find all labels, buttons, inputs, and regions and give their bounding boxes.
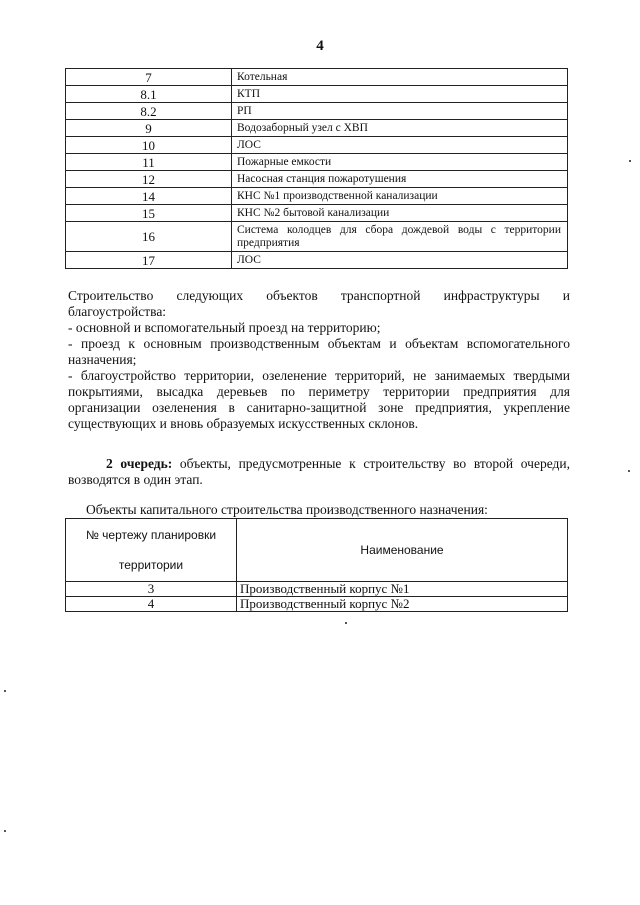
table-row xyxy=(66,103,568,120)
object-number: 9 xyxy=(66,120,232,137)
object-name: Котельная xyxy=(232,69,568,86)
scan-speck xyxy=(4,690,6,692)
object-name: РП xyxy=(232,103,568,120)
second-queue-paragraph xyxy=(68,456,570,488)
intro-line-continued: благоустройства: xyxy=(68,304,167,319)
intro-line: Строительство следующих объектов транспортной инфраструктуры и xyxy=(68,288,570,303)
object-name: КТП xyxy=(232,86,568,103)
object-number: 16 xyxy=(66,222,232,252)
object-name: Пожарные емкости xyxy=(232,154,568,171)
scan-speck xyxy=(4,830,6,832)
table-header-row xyxy=(66,519,568,582)
table-row xyxy=(66,171,568,188)
table-row xyxy=(66,252,568,269)
table-row xyxy=(66,582,568,597)
object-number: 8.1 xyxy=(66,86,232,103)
table-row xyxy=(66,86,568,103)
object-name: ЛОС xyxy=(232,137,568,154)
second-queue-label: 2 очередь: xyxy=(106,456,173,471)
object-number: 8.2 xyxy=(66,103,232,120)
scan-speck xyxy=(628,470,630,472)
scan-speck xyxy=(629,160,631,162)
object-number: 12 xyxy=(66,171,232,188)
header-name: Наименование xyxy=(237,519,568,582)
header-drawing-number: № чертежу планировки территории xyxy=(66,519,237,582)
object-number: 7 xyxy=(66,69,232,86)
table-row xyxy=(66,597,568,612)
object-number: 10 xyxy=(66,137,232,154)
table-row xyxy=(66,120,568,137)
object-name: Система колодцев для сбора дождевой воды с территории предприятия xyxy=(232,222,568,252)
object-name: Производственный корпус №2 xyxy=(237,597,568,612)
scan-speck xyxy=(345,622,347,624)
second-queue-text: объекты, предусмотренные к строительству во второй очереди, возводятся в один этап. xyxy=(68,456,570,487)
object-number: 15 xyxy=(66,205,232,222)
table-row xyxy=(66,188,568,205)
object-name: КНС №1 производственной канализации xyxy=(232,188,568,205)
production-objects-table xyxy=(65,518,568,612)
object-name: Производственный корпус №1 xyxy=(237,582,568,597)
object-number: 3 xyxy=(66,582,237,597)
object-number: 14 xyxy=(66,188,232,205)
facilities-table-continued xyxy=(65,68,568,269)
table-row xyxy=(66,205,568,222)
table-row xyxy=(66,69,568,86)
object-name: ЛОС xyxy=(232,252,568,269)
bullet-access-road: - проезд к основным производственным объектам и объектам вспомогательного назначения; xyxy=(68,336,570,367)
object-name: Водозаборный узел с ХВП xyxy=(232,120,568,137)
object-number: 17 xyxy=(66,252,232,269)
transport-infrastructure-text xyxy=(68,288,570,432)
table-row xyxy=(66,222,568,252)
object-name: Насосная станция пожаротушения xyxy=(232,171,568,188)
object-number: 11 xyxy=(66,154,232,171)
bullet-landscaping: - благоустройство территории, озеленение территорий, не занимаемых твердыми покрытиями, высадка деревьев по периметру территории предприятия для организации озеленения в санитарно-защитной зоне предприятия, укрепление существующих и вновь образуемых искусственных склонов. xyxy=(68,368,570,431)
object-number: 4 xyxy=(66,597,237,612)
table-row xyxy=(66,154,568,171)
table-row xyxy=(66,137,568,154)
page-number: 4 xyxy=(316,38,324,54)
bullet-main-driveway: - основной и вспомогательный проезд на территорию; xyxy=(68,320,381,335)
objects-heading: Объекты капитального строительства производственного назначения: xyxy=(86,502,488,517)
object-name: КНС №2 бытовой канализации xyxy=(232,205,568,222)
